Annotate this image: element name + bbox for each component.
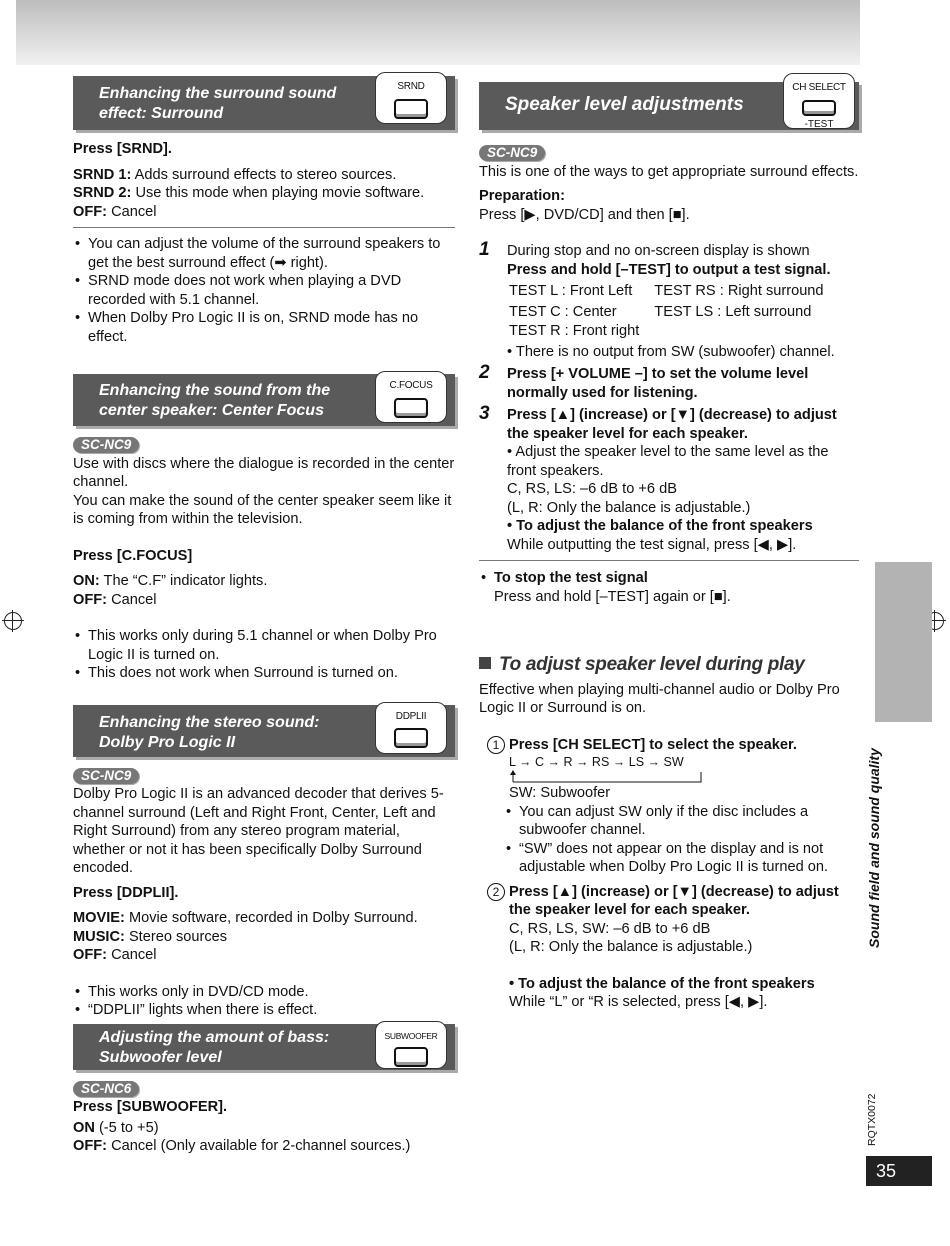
dolby-pl2-button-icon: DDPLII bbox=[375, 702, 447, 754]
left-column bbox=[73, 76, 455, 1156]
mode-item: ON (-5 to +5) bbox=[73, 1119, 159, 1136]
description: Effective when playing multi-channel audio or Dolby Pro Logic II or Surround is on. bbox=[479, 681, 840, 716]
mode-list bbox=[73, 166, 455, 222]
divider bbox=[479, 560, 859, 561]
mode-item: MUSIC: Stereo sources bbox=[73, 928, 228, 945]
mode-item: SRND 1: Adds surround effects to stereo sources. bbox=[73, 166, 397, 183]
play-step-2: 2 Press [▲] (increase) or [▼] (decrease) to adjust the speaker level for each speaker. C, RS, LS, SW: –6 dB to +6 dB (L, R: Only the balance is adjustable.) • To adjust the balance of the front speakers While “L” or “R is selected, press [◀, ▶]. bbox=[479, 883, 859, 1012]
description: Dolby Pro Logic II is an advanced decoder that derives 5-channel surround (Left and Right Front, Center, Left and Right Surround) from any stereo program material, whether or not it has been specifically Dolby Surround encoded. bbox=[73, 786, 444, 876]
note-item: • This works only in DVD/CD mode. bbox=[88, 983, 455, 1002]
notes-list bbox=[73, 983, 455, 1020]
note-item: • This does not work when Surround is turned on. bbox=[88, 664, 455, 683]
model-badge: SC-NC9 bbox=[479, 145, 545, 161]
cfocus-button-icon: C.FOCUS bbox=[375, 371, 447, 423]
section-header-subwoofer bbox=[73, 1024, 455, 1070]
sidebar-tab bbox=[875, 562, 932, 722]
srnd-button-icon: SRND bbox=[375, 72, 447, 124]
press-instruction: Press [SUBWOOFER]. bbox=[73, 1099, 228, 1115]
subwoofer-button-icon: SUBWOOFER bbox=[375, 1021, 447, 1069]
step-note: (L, R: Only the balance is adjustable.) bbox=[509, 939, 753, 955]
step-instruction: Press and hold [–TEST] to output a test signal. bbox=[507, 261, 831, 278]
note-item: • When Dolby Pro Logic II is on, SRND mode has no effect. bbox=[88, 309, 455, 346]
arrow-right-icon: → bbox=[644, 755, 664, 769]
divider bbox=[73, 227, 455, 228]
cycle-item: C bbox=[534, 755, 544, 769]
step-instruction: Press [CH SELECT] to select the speaker. bbox=[509, 736, 797, 753]
sw-definition: SW: Subwoofer bbox=[509, 785, 611, 801]
mode-item: SRND 2: Use this mode when playing movie software. bbox=[73, 185, 425, 201]
step-1: 1 During stop and no on-screen display is shown Press and hold [–TEST] to output a test signal. TEST L : Front Left TEST RS : Right surround TEST C : Center TEST LS : Left surround TEST R : Front right • There is no output from SW (subwoofer) channel. bbox=[479, 242, 859, 361]
press-instruction: Press [SRND]. bbox=[73, 141, 172, 157]
notes-list bbox=[73, 235, 455, 346]
section-header-speaker-level bbox=[479, 82, 859, 130]
mode-item: OFF: Cancel bbox=[73, 203, 157, 220]
ch-select-test-button-icon: CH SELECT -TEST bbox=[783, 73, 855, 129]
notes-list bbox=[509, 803, 859, 877]
heading-line: Dolby Pro Logic II bbox=[99, 733, 236, 751]
step-note: • Adjust the speaker level to the same level as the front speakers. bbox=[507, 444, 829, 479]
step-instruction: Press [+ VOLUME –] to set the volume level normally used for listening. bbox=[507, 366, 809, 401]
mode-item: MOVIE: Movie software, recorded in Dolby Surround. bbox=[73, 910, 418, 926]
stop-note bbox=[479, 569, 859, 606]
cycle-item: SW bbox=[663, 755, 684, 769]
mode-item: OFF: Cancel bbox=[73, 591, 157, 608]
cycle-sequence bbox=[509, 754, 859, 770]
cycle-item: R bbox=[563, 755, 573, 769]
arrow-right-icon: → bbox=[543, 755, 564, 769]
mode-item: OFF: Cancel bbox=[73, 947, 157, 963]
press-instruction: Press [C.FOCUS] bbox=[73, 547, 193, 564]
preparation-text: Press [▶, DVD/CD] and then [■]. bbox=[479, 206, 690, 223]
speaker-cycle-diagram bbox=[487, 754, 859, 877]
heading-line: Subwoofer level bbox=[99, 1048, 222, 1066]
arrow-right-icon: → bbox=[515, 755, 535, 769]
model-badge: SC-NC9 bbox=[73, 768, 139, 784]
heading-line: Enhancing the stereo sound: bbox=[99, 713, 320, 731]
mode-list bbox=[73, 1119, 455, 1156]
mode-item: OFF: Cancel (Only available for 2-channel sources.) bbox=[73, 1138, 411, 1154]
step-instruction: Press [▲] (increase) or [▼] (decrease) to adjust the speaker level for each speaker. bbox=[509, 883, 839, 918]
step-note: • There is no output from SW (subwoofer) channel. bbox=[507, 343, 835, 360]
balance-title: • To adjust the balance of the front speakers bbox=[509, 975, 815, 992]
note-item: • This works only during 5.1 channel or when Dolby Pro Logic II is turned on. bbox=[88, 627, 455, 664]
heading-line: center speaker: Center Focus bbox=[99, 402, 324, 419]
subheading-during-play: To adjust speaker level during play bbox=[479, 656, 859, 675]
balance-title: • To adjust the balance of the front speakers bbox=[507, 518, 813, 534]
balance-text: While “L” or “R is selected, press [◀, ▶]. bbox=[509, 994, 768, 1010]
mode-list bbox=[73, 572, 455, 609]
section-header-pro-logic bbox=[73, 705, 455, 757]
section-side-label: Sound field and sound quality bbox=[866, 748, 882, 948]
section-header-center-focus bbox=[73, 374, 455, 426]
balance-text: While outputting the test signal, press [◀, ▶]. bbox=[507, 536, 797, 553]
step-note: C, RS, LS: –6 dB to +6 dB bbox=[507, 481, 677, 497]
description: This is one of the ways to get appropriate surround effects. bbox=[479, 163, 859, 180]
registration-mark bbox=[4, 612, 22, 630]
cycle-return-arrow bbox=[509, 770, 709, 784]
model-badge: SC-NC9 bbox=[73, 437, 139, 453]
preparation-label: Preparation: bbox=[479, 188, 565, 204]
press-instruction: Press [DDPLII]. bbox=[73, 884, 179, 901]
header-band bbox=[16, 0, 860, 65]
description: Use with discs where the dialogue is recorded in the center channel. bbox=[73, 455, 455, 490]
mode-list bbox=[73, 909, 455, 965]
step-instruction: Press [▲] (increase) or [▼] (decrease) to adjust the speaker level for each speaker. bbox=[507, 407, 837, 442]
mode-item: ON: The “C.F” indicator lights. bbox=[73, 573, 268, 589]
step-note: C, RS, LS, SW: –6 dB to +6 dB bbox=[509, 920, 711, 937]
page-number: 35 bbox=[866, 1156, 932, 1186]
cycle-item: RS bbox=[591, 755, 610, 769]
note-item: • To stop the test signal Press and hold [–TEST] again or [■]. bbox=[494, 569, 859, 606]
document-code: RQTX0072 bbox=[866, 1093, 878, 1146]
test-signal-table: TEST L : Front Left TEST RS : Right surround TEST C : Center TEST LS : Left surround TEST R : Front right bbox=[509, 283, 824, 339]
note-item: • You can adjust the volume of the surround speakers to get the best surround effect (➡ right). bbox=[88, 235, 455, 272]
cycle-item: LS bbox=[628, 755, 645, 769]
note-item: • “DDPLII” lights when there is effect. bbox=[88, 1001, 455, 1020]
step-note: (L, R: Only the balance is adjustable.) bbox=[507, 499, 751, 516]
note-item: • “SW” does not appear on the display and is not adjustable when Dolby Pro Logic II is turned on. bbox=[519, 840, 859, 877]
step-2: 2 Press [+ VOLUME –] to set the volume level normally used for listening. bbox=[479, 365, 859, 402]
cycle-item: L bbox=[509, 755, 516, 769]
arrow-right-icon: → bbox=[609, 755, 629, 769]
note-item: • SRND mode does not work when playing a DVD recorded with 5.1 channel. bbox=[88, 272, 455, 309]
arrow-right-icon: → bbox=[572, 755, 592, 769]
heading-line: Speaker level adjustments bbox=[505, 94, 744, 115]
note-item: • You can adjust SW only if the disc includes a subwoofer channel. bbox=[519, 803, 859, 840]
play-step-1: 1 Press [CH SELECT] to select the speaker. L → C → R → RS → LS → SW SW: Subwoofer • You can adjust SW only if the disc includes a subwoofer channel. • “SW” does not appear on the display and is not adjustable when Dolby Pro Logic II is turned on. bbox=[479, 736, 859, 877]
right-column bbox=[479, 82, 859, 1012]
heading-line: Enhancing the sound from the bbox=[99, 382, 331, 399]
heading-line: effect: Surround bbox=[99, 105, 224, 122]
heading-line: Adjusting the amount of bass: bbox=[99, 1028, 330, 1046]
step-intro: During stop and no on-screen display is shown bbox=[507, 243, 810, 259]
notes-list bbox=[73, 627, 455, 683]
section-header-surround bbox=[73, 76, 455, 130]
step-3: 3 Press [▲] (increase) or [▼] (decrease) to adjust the speaker level for each speaker. • Adjust the speaker level to the same level as the front speakers. C, RS, LS: –6 dB to +6 dB (L, R: Only the balance is adjustable.) • To adjust the balance of the front speakers While outputting the test signal, press [◀, ▶]. bbox=[479, 406, 859, 554]
description: You can make the sound of the center speaker seem like it is coming from within the television. bbox=[73, 492, 452, 527]
model-badge: SC-NC6 bbox=[73, 1081, 139, 1097]
heading-line: Enhancing the surround sound bbox=[99, 85, 337, 102]
